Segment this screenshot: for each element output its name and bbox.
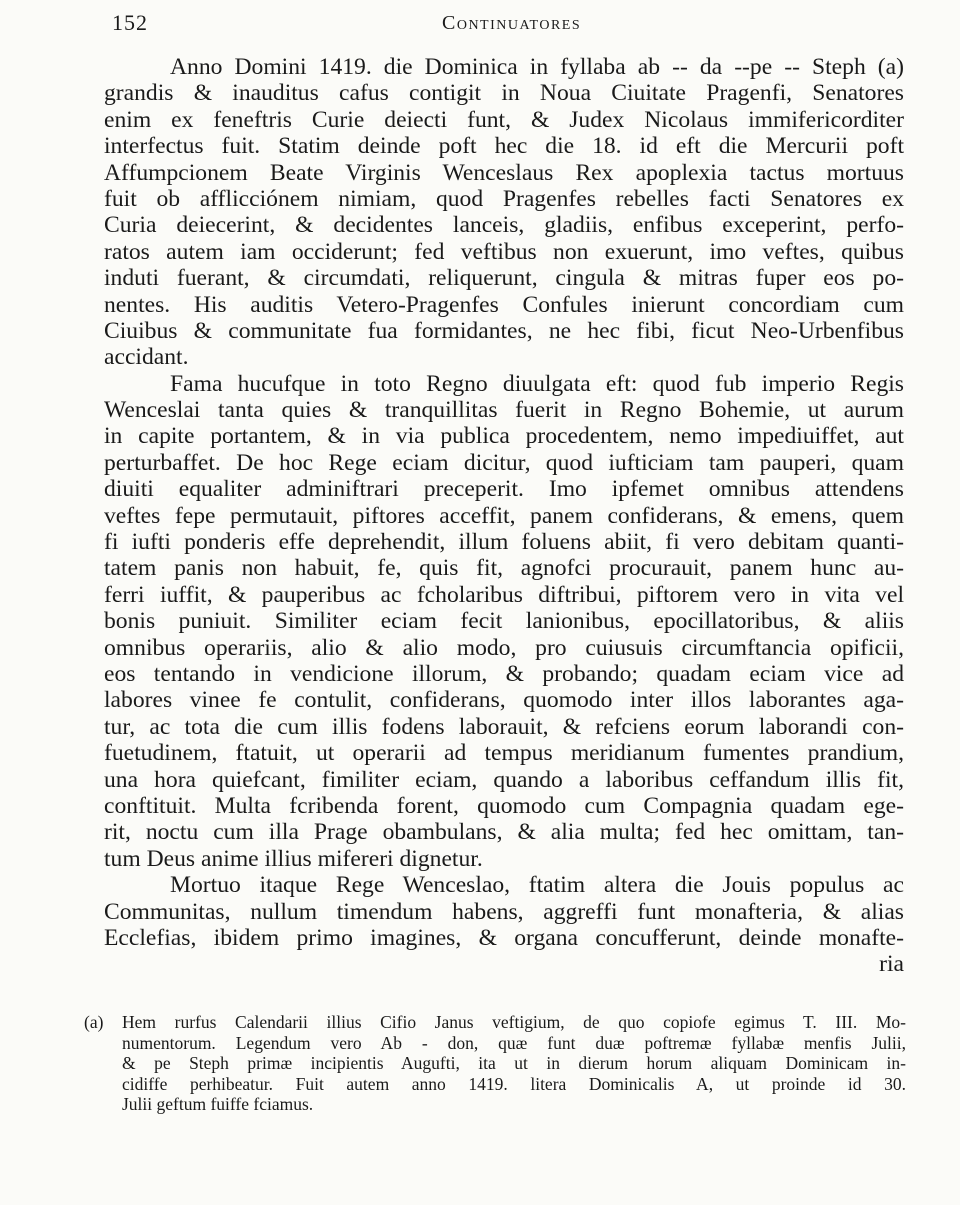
footnote-line: numentorum. Legendum vero Ab - don, quæ funt duæ poftremæ fyllabæ menfis Julii,	[122, 1032, 906, 1053]
text-line: diuiti equaliter adminiftrari preceperit. Imo ipfemet omnibus attendens	[104, 476, 904, 503]
catchword: ria	[879, 951, 904, 978]
text-line: Ciuibus & communitate fua formidantes, ne hec fibi, ficut Neo-Urbenfibus	[104, 317, 904, 344]
footnote-line: cidiffe perhibeatur. Fuit autem anno 1419. litera Dominicalis A, ut proinde id 30.	[122, 1073, 906, 1094]
page-number: 152	[112, 10, 148, 35]
text-line: Fama hucufque in toto Regno diuulgata eft: quod fub imperio Regis	[170, 370, 904, 397]
text-line: enim ex feneftris Curie deiecti funt, & Judex Nicolaus immifericorditer	[104, 106, 904, 133]
text-line: Wenceslai tanta quies & tranquillitas fuerit in Regno Bohemie, ut aurum	[104, 397, 904, 424]
text-line: fuit ob afflicciónem nimiam, quod Pragenfes rebelles facti Senatores ex	[104, 185, 904, 212]
text-line: nentes. His auditis Vetero-Pragenfes Confules inierunt concordiam cum	[104, 291, 904, 318]
text-line: una hora quiefcant, fimiliter eciam, quando a laboribus ceffandum illis fit,	[104, 766, 904, 793]
page-header	[112, 10, 912, 40]
text-line: Anno Domini 1419. die Dominica in fyllaba ab -- da --pe -- Steph (a)	[170, 54, 904, 80]
footnote-line: (a) Hem rurfus Calendarii illius Cifio Janus veftigium, de quo copiofe egimus T. III. Mo-	[84, 1012, 906, 1032]
text-line: in capite portantem, & in via publica procedentem, nemo impediuiffet, aut	[104, 423, 904, 450]
text-line: conftituit. Multa fcribenda forent, quomodo cum Compagnia quadam ege-	[104, 792, 904, 819]
footnote-line: Julii geftum fuiffe fciamus.	[122, 1094, 314, 1114]
text-line: rit, noctu cum illa Prage obambulans, & alia multa; fed hec omittam, tan-	[104, 819, 904, 846]
text-line: bonis puniuit. Similiter eciam fecit lanionibus, epocillatoribus, & aliis	[104, 608, 904, 635]
text-line: tum Deus anime illius mifereri dignetur.	[104, 845, 483, 872]
text-line: veftes fepe permutauit, piftores acceffit, panem confiderans, & emens, quem	[104, 502, 904, 529]
text-line: tatem panis non habuit, fe, quis fit, agnofci procurauit, panem hunc au-	[104, 555, 904, 582]
text-line: omnibus operariis, alio & alio modo, pro cuiusuis circumftancia opificii,	[104, 634, 904, 661]
text-line: eos tentando in vendicione illorum, & probando; quadam eciam vice ad	[104, 660, 904, 687]
text-line: Ecclefias, ibidem primo imagines, & organa concufferunt, deinde monafte-	[104, 924, 904, 951]
text-line: Affumpcionem Beate Virginis Wenceslaus Rex apoplexia tactus mortuus	[104, 159, 904, 186]
text-line: interfectus fuit. Statim deinde poft hec die 18. id eft die Mercurii poft	[104, 133, 904, 160]
text-line: induti fuerant, & circumdati, reliquerunt, cingula & mitras fuper eos po-	[104, 265, 904, 292]
text-line: accidant.	[104, 344, 189, 371]
running-head: Continuatores	[442, 12, 582, 34]
text-line: Curia deiecerint, & decidentes lanceis, gladiis, enfibus exceperint, perfo-	[104, 212, 904, 239]
text-line: ferri iuffit, & pauperibus ac fcholaribus diftribui, piftorem vero in vita vel	[104, 581, 904, 608]
text-line: Communitas, nullum timendum habens, aggreffi funt monafteria, & alias	[104, 898, 904, 925]
text-line: fi iufti ponderis effe deprehendit, illum foluens abiit, fi vero debitam quanti-	[104, 529, 904, 556]
text-line: fuetudinem, ftatuit, ut operarii ad tempus meridianum fumentes prandium,	[104, 740, 904, 767]
footnote-line: & pe Steph primæ incipientis Augufti, ita ut in dierum horum aliquam Dominicam in-	[122, 1053, 906, 1073]
text-line: perturbaffet. De hoc Rege eciam dicitur, quod iufticiam tam pauperi, quam	[104, 449, 904, 476]
text-line: grandis & inauditus cafus contigit in Noua Ciuitate Pragenfi, Senatores	[104, 80, 904, 107]
text-line: ratos autem iam occiderunt; fed veftibus non exuerunt, imo veftes, quibus	[104, 238, 904, 265]
footnotes	[84, 1012, 906, 1115]
main-text	[104, 54, 904, 978]
text-line: labores vinee fe contulit, confiderans, quomodo inter illos laborantes aga-	[104, 687, 904, 714]
text-line: Mortuo itaque Rege Wenceslao, ftatim altera die Jouis populus ac	[170, 872, 904, 899]
text-line: tur, ac tota die cum illis fodens laborauit, & refciens eorum laborandi con-	[104, 713, 904, 740]
